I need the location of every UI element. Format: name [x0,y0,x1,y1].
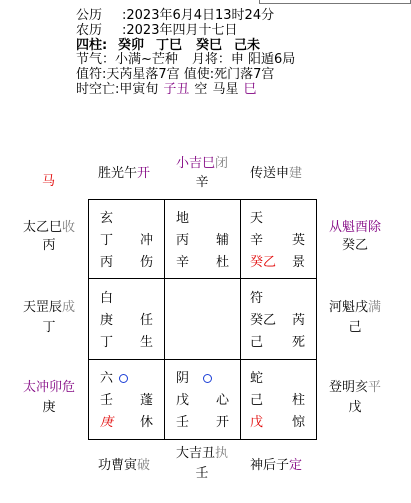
sizhu-day: 癸巳 [196,37,223,53]
c6-door-di: 死 [292,335,306,350]
left-mid-label: 天罡辰成 丁 [22,300,76,335]
c1-god: 玄 [100,211,114,226]
shikong-row [76,83,295,98]
gongli-value: :2023年6月4日13时24分 [122,8,275,23]
c4-door-tian: 任 [140,313,154,328]
c8-tian: 戊 [176,393,190,408]
shikong-xun: 甲寅旬 [119,81,159,97]
sizhu-label: 四柱: [76,37,108,53]
grid-line-h2 [88,359,317,360]
grid-line-h1 [88,278,317,279]
bot-right-label: 神后子定 [250,458,303,473]
grid-line-bottom [88,439,317,440]
c7-di: 庚 [100,415,114,430]
right-mid-label: 河魁戌满 己 [328,300,382,335]
c6-tian: 癸乙 [250,313,277,328]
top-frame-stub [259,0,411,4]
bot-mid-label: 大吉丑执 壬 [175,446,229,481]
c9-tian: 己 [250,393,264,408]
c4-di: 丁 [100,335,114,350]
c4-god: 白 [100,291,114,306]
c9-door-tian: 柱 [292,393,306,408]
c8-god: 阴 [176,371,212,387]
nongli-row [76,24,295,39]
right-top-label: 从魁酉除 癸乙 [328,220,381,253]
c8-di: 壬 [176,415,190,430]
c2-door-di: 杜 [216,255,230,270]
header-info [76,9,295,98]
shikong-kong: 子丑 [163,81,190,97]
shikong-label: 时空亡: [76,81,120,97]
c8-door-tian: 心 [216,393,230,408]
left-top-label: 太乙巳收 丙 [22,220,76,253]
c4-tian: 庚 [100,313,114,328]
c7-circle-icon [119,374,128,383]
c1-door-tian: 冲 [140,233,154,248]
nongli-label: 农历 [76,22,103,38]
grid-line-v1 [164,199,165,440]
c7-god: 六 [100,371,128,387]
zhifu-row [76,68,295,83]
c9-god: 蛇 [250,371,264,386]
c6-di: 己 [250,335,264,350]
c1-di: 丙 [100,255,114,270]
sizhu-month: 丁巳 [156,37,183,53]
c3-di: 癸乙 [250,255,277,270]
c1-door-di: 伤 [140,255,154,270]
c8-circle-icon [203,374,212,383]
c9-di: 戊 [250,415,264,430]
c3-door-di: 景 [292,255,306,270]
top-left-label: 胜光午开 [98,166,151,181]
c3-door-tian: 英 [292,233,306,248]
c2-door-tian: 辅 [216,233,230,248]
c2-di: 辛 [176,255,190,270]
c4-door-di: 生 [140,335,154,350]
shikong-kong-label: 空 [194,81,208,97]
c7-tian: 壬 [100,393,114,408]
c8-door-di: 开 [216,415,230,430]
c2-god: 地 [176,211,190,226]
c7-door-tian: 蓬 [140,393,154,408]
jieqi-row [76,53,295,68]
c3-tian: 辛 [250,233,264,248]
zhifu-text: 值符:天芮星落7宫 值使:死门落7宫 [76,67,275,83]
yuejiang-text: 月将：申 阳遁6局 [191,52,296,68]
shikong-ma: 马星 [212,81,239,97]
c1-tian: 丁 [100,233,114,248]
bot-left-label: 功曹寅破 [98,458,151,473]
top-right-label: 传送申建 [250,166,303,181]
c9-door-di: 惊 [292,415,306,430]
c6-door-tian: 芮 [292,313,306,328]
grid-line-left [88,199,89,440]
c3-god: 天 [250,211,264,226]
grid-line-v2 [240,199,241,440]
gongli-label: 公历 [76,8,103,23]
c2-tian: 丙 [176,233,190,248]
grid-line-top [88,199,317,200]
shikong-ma-branch: 巳 [243,81,257,97]
grid-line-right [316,199,317,440]
nongli-value: :2023年四月十七日 [122,22,238,38]
c7-door-di: 休 [140,415,154,430]
top-mid-label: 小吉巳闭 辛 [175,156,229,190]
gongli-row [76,9,295,24]
sizhu-hour: 己未 [234,37,261,53]
ma-marker: 马 [42,174,56,189]
right-bot-label: 登明亥平 戊 [328,380,382,415]
c6-god: 符 [250,291,264,306]
sizhu-year: 癸卯 [118,37,145,53]
left-bot-label: 太冲卯危 庚 [22,380,75,415]
jieqi-text: 节气：小满~芒种 [76,52,178,68]
